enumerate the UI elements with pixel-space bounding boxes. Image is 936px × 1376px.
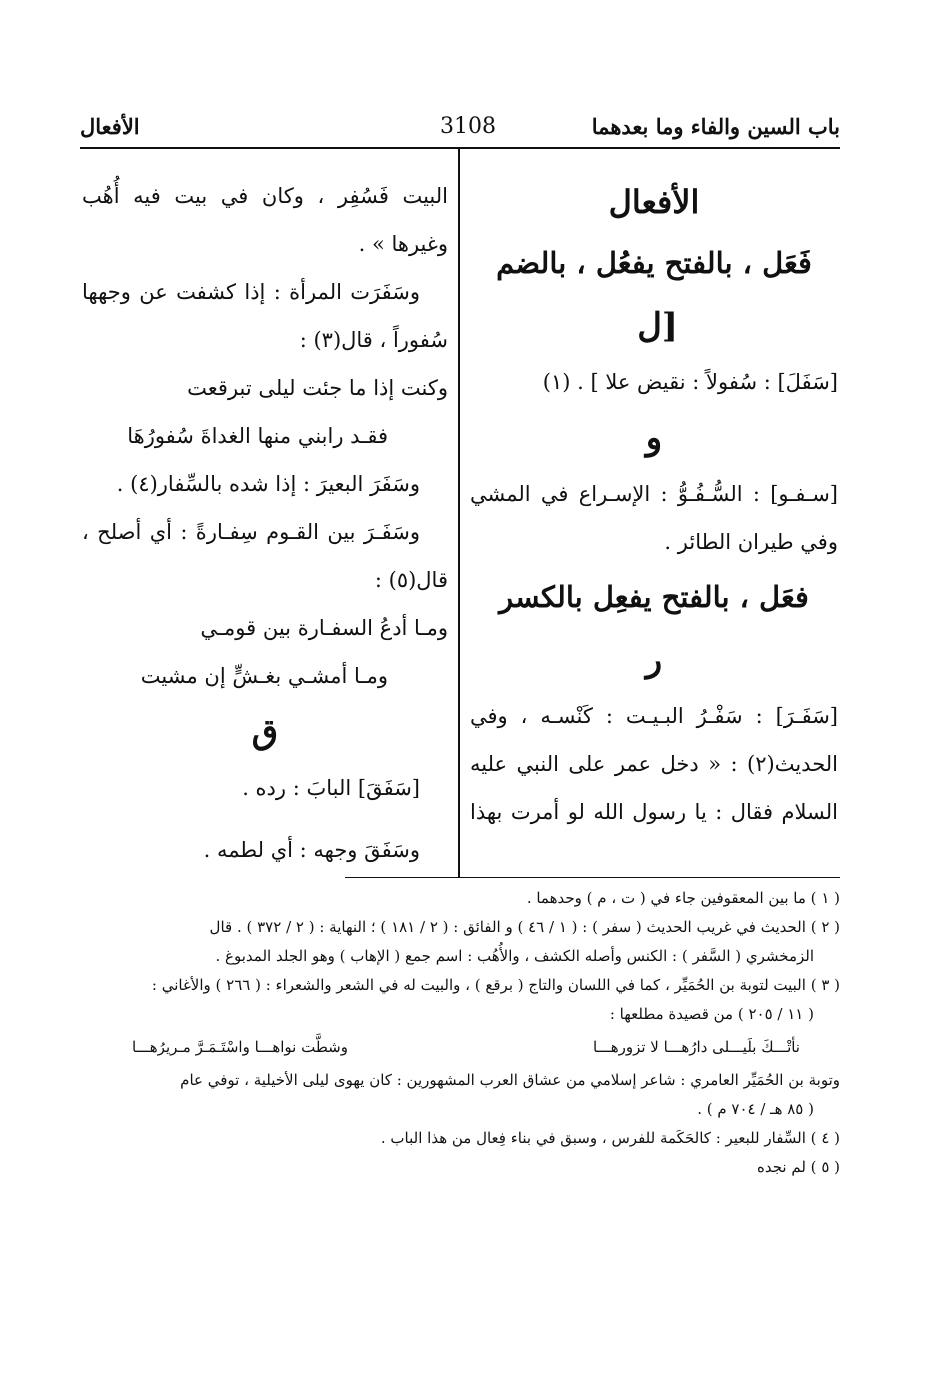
text-line: سُفوراً ، قال(٣) : — [299, 328, 448, 352]
footnote-3: ( ٣ ) البيت لتوبة بن الحُمَيِّر ، كما في اللسان والتاج ( برقع ) ، والبيت له في الشعر والشعراء : ( ٢٦٦ ) والأغاني : — [151, 976, 840, 994]
letter-heading-lam: [ل — [637, 306, 678, 346]
entry-safw-line-1: [سـفـو] : السُّـفُـوُّ : الإسـراع في المشي — [470, 482, 838, 506]
letter-heading-ra: ر — [645, 640, 663, 680]
entry-safar-line-2: الحديث(٢) : « دخل عمر على النبي عليه — [470, 752, 838, 776]
verse-hemistich-1: نأتْـــكَ بلَيـــلى دارُهـــا لا تزورهـــا — [592, 1038, 800, 1056]
section-heading-2: فعَل ، بالفتح يفعِل بالكسر — [499, 580, 809, 614]
text-line: البيت فَسُفِر ، وكان في بيت فيه أُهُب — [82, 184, 448, 208]
header-rule — [80, 147, 840, 149]
entry-safal: [سَفَلَ] : سُفولاً : نقيض علا ] . (١) — [542, 370, 838, 394]
text-line: وسَفَـرَ بين القـوم سِفـارةً : أي أصلح ، — [82, 520, 420, 544]
entry-safar-line-1: [سَفَـرَ] : سَفْـرُ البـيـت : كَنْسـه ، وفي — [470, 704, 838, 728]
chapter-title: باب السين والفاء وما بعدهما — [591, 114, 840, 139]
left-column — [82, 172, 448, 874]
entry-safaq-face: وسَفَقَ وجهه : أي لطمه . — [203, 838, 420, 862]
footnote-2-cont: الزمخشري ( السَّفر ) : الكنس وأصله الكشف ، والأُهُب : اسم جمع ( الإهاب ) وهو الجلد المدبوغ . — [215, 947, 814, 965]
verse-hemistich-2: وشطَّت نواهـــا واسْتَـمَـرَّ مـريرُهـــا — [132, 1038, 348, 1056]
footnote-5: ( ٥ ) لم نجده — [757, 1158, 840, 1176]
text-line: قال(٥) : — [374, 568, 448, 592]
column-divider — [458, 149, 460, 877]
text-line: وسَفَرَ البعيرَ : إذا شده بالسِّفار(٤) . — [116, 472, 420, 496]
running-header — [80, 112, 840, 148]
page-number: 3108 — [440, 114, 496, 139]
letter-heading-waw: و — [645, 418, 663, 458]
text-line: وسَفَرَت المرأة : إذا كشفت عن وجهها — [82, 280, 420, 304]
verse-line: فقـد رابني منها الغداةَ سُفورُهَا — [127, 424, 388, 448]
section-heading-1: فَعَل ، بالفتح يفعُل ، بالضم — [496, 246, 812, 280]
section-title: الأفعال — [80, 114, 140, 139]
footnote-1: ( ١ ) ما بين المعقوفين جاء في ( ت ، م ) وحدهما . — [526, 889, 840, 907]
verse-line: ومـا أمشـي بغـشٍّ إن مشيت — [140, 664, 388, 688]
text-line: وغيرها » . — [358, 232, 448, 256]
entry-safaq: [سَفَقَ] البابَ : رده . — [242, 776, 420, 800]
verse-line: ومـا أدعُ السفـارة بين قومـي — [200, 616, 448, 640]
footnote-rule — [345, 877, 840, 878]
verse-line: وكنت إذا ما جئت ليلى تبرقعت — [187, 376, 448, 400]
footnote-3-date: ( ٨٥ هـ / ٧٠٤ م ) . — [697, 1100, 814, 1118]
entry-safw-line-2: وفي طيران الطائر . — [664, 530, 838, 554]
section-main-title: الأفعال — [608, 183, 700, 221]
footnote-verse — [82, 1033, 840, 1062]
footnote-3-bio: وتوبة بن الحُمَيِّر العامري : شاعر إسلامي من عشاق العرب المشهورين : كان يهوى ليلى الأخيلية ، توفي عام — [180, 1071, 840, 1089]
footnote-2: ( ٢ ) الحديث في غريب الحديث ( سفر ) : ( ١ / ٤٦ ) و الفائق : ( ٢ / ١٨١ ) ؛ النهاية : ( ٢ / ٣٧٢ ) . قال — [209, 918, 840, 936]
footnote-4: ( ٤ ) السِّفار للبعير : كالحَكَمة للفرس ، وسبق في بناء فِعال من هذا الباب . — [380, 1129, 840, 1147]
right-column — [470, 172, 838, 836]
footnotes — [82, 884, 840, 1182]
entry-safar-line-3: السلام فقال : يا رسول الله لو أمرت بهذا — [470, 800, 838, 824]
footnote-3-cont: ( ١١ / ٢٠٥ ) من قصيدة مطلعها : — [609, 1005, 814, 1023]
letter-heading-qaf: ق — [251, 712, 279, 752]
